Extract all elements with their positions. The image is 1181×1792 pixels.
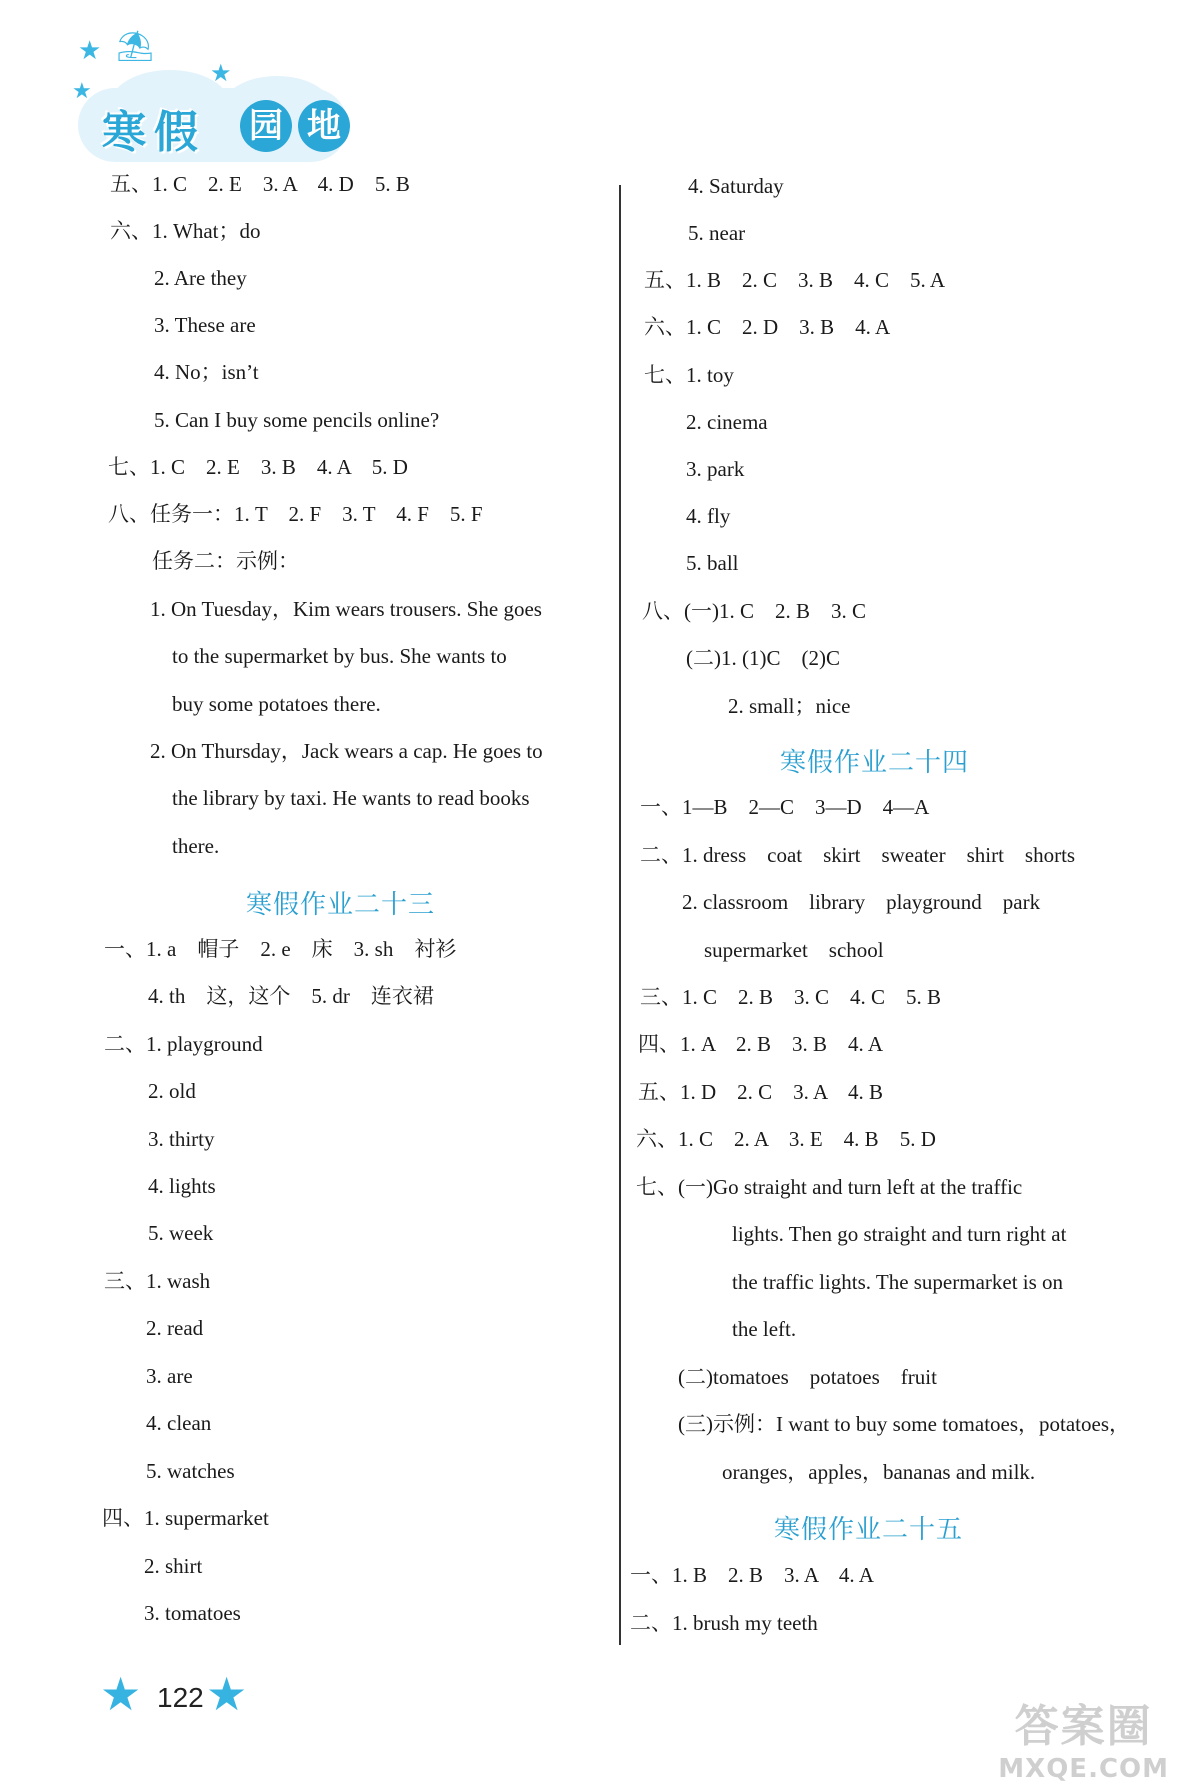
- answer-line: 2. Are they: [154, 266, 247, 290]
- answer-line: (二)tomatoes potatoes fruit: [678, 1365, 937, 1389]
- star-icon: ★: [210, 61, 232, 87]
- answer-line: 5. Can I buy some pencils online?: [154, 408, 440, 432]
- answer-line: lights. Then go straight and turn right at: [732, 1222, 1067, 1246]
- answer-line: buy some potatoes there.: [172, 692, 381, 716]
- answer-line: the library by taxi. He wants to read books: [172, 786, 530, 810]
- answer-line: 5. week: [148, 1221, 214, 1245]
- answer-line: to the supermarket by bus. She wants to: [172, 644, 507, 668]
- answer-line: 一、1. a 帽子 2. e 床 3. sh 衬衫: [104, 937, 457, 961]
- answer-line: 一、1. B 2. B 3. A 4. A: [630, 1563, 874, 1587]
- answer-line: 二、1. dress coat skirt sweater shirt shorts: [640, 843, 1076, 867]
- answer-line: 2. old: [148, 1079, 196, 1103]
- answer-line: 2. cinema: [686, 410, 768, 434]
- answer-line: 5. ball: [686, 551, 739, 575]
- answer-line: 八、任务一：1. T 2. F 3. T 4. F 5. F: [108, 502, 483, 526]
- header-char-circle: 园: [240, 100, 292, 152]
- mushroom-icon: ⛱: [116, 30, 155, 63]
- answer-line: 二、1. playground: [104, 1032, 263, 1056]
- answer-line: 六、1. C 2. D 3. B 4. A: [644, 315, 891, 339]
- section-title: 寒假作业二十四: [780, 748, 970, 778]
- answer-line: 五、1. B 2. C 3. B 4. C 5. A: [644, 268, 946, 292]
- answer-line: 2. shirt: [144, 1554, 203, 1578]
- answer-line: 4. No；isn’t: [154, 360, 259, 384]
- answer-line: 二、1. brush my teeth: [630, 1611, 818, 1635]
- answer-line: 4. th 这，这个 5. dr 连衣裙: [148, 984, 434, 1008]
- answer-line: 5. watches: [146, 1459, 235, 1483]
- answer-line: 4. Saturday: [688, 174, 784, 198]
- header-char: 寒: [102, 107, 146, 158]
- answer-line: 3. park: [686, 457, 745, 481]
- answer-line: 5. near: [688, 221, 746, 245]
- answer-line: 六、1. C 2. A 3. E 4. B 5. D: [636, 1127, 936, 1151]
- star-icon: ★: [100, 1669, 142, 1720]
- answer-line: 八、(一)1. C 2. B 3. C: [642, 599, 867, 623]
- answer-line: 五、1. D 2. C 3. A 4. B: [638, 1080, 884, 1104]
- column-divider: [619, 185, 621, 1645]
- star-icon: ★: [78, 36, 102, 65]
- answer-line: the left.: [732, 1317, 797, 1341]
- answer-line: 3. tomatoes: [144, 1601, 241, 1625]
- watermark-logo-text: 答案圈: [1014, 1701, 1153, 1752]
- star-icon: ★: [206, 1669, 248, 1720]
- answer-line: (三)示例：I want to buy some tomatoes，potatoes，: [678, 1412, 1131, 1436]
- answer-line: 任务二：示例：: [152, 549, 299, 573]
- answer-line: 3. thirty: [148, 1127, 215, 1151]
- answer-line: 七、1. C 2. E 3. B 4. A 5. D: [108, 455, 408, 479]
- answer-line: supermarket school: [704, 938, 884, 962]
- watermark: [998, 1690, 1169, 1784]
- answer-line: 4. clean: [146, 1411, 212, 1435]
- answer-line: 七、(一)Go straight and turn left at the traffic: [636, 1175, 1023, 1199]
- answer-line: 2. small；nice: [728, 694, 851, 718]
- answer-line: 一、1—B 2—C 3—D 4—A: [640, 795, 930, 819]
- answer-line: 六、1. What；do: [110, 219, 261, 243]
- answer-line: 五、1. C 2. E 3. A 4. D 5. B: [110, 172, 410, 196]
- section-title: 寒假作业二十三: [246, 890, 436, 920]
- answer-line: there.: [172, 834, 220, 858]
- answer-line: 2. On Thursday，Jack wears a cap. He goes to: [150, 739, 543, 763]
- answer-line: 3. These are: [154, 313, 256, 337]
- answer-line: 四、1. supermarket: [102, 1506, 269, 1530]
- answer-line: 2. classroom library playground park: [682, 890, 1041, 914]
- page-number: 122: [157, 1682, 204, 1713]
- answer-line: the traffic lights. The supermarket is on: [732, 1270, 1064, 1294]
- answer-line: 2. read: [146, 1316, 204, 1340]
- answer-line: (二)1. (1)C (2)C: [686, 646, 840, 670]
- answer-line: 三、1. wash: [104, 1269, 211, 1293]
- star-icon: ★: [72, 78, 92, 103]
- page-header-logo: [72, 30, 372, 170]
- answer-line: 1. On Tuesday，Kim wears trousers. She goes: [150, 597, 542, 621]
- section-title: 寒假作业二十五: [774, 1515, 964, 1545]
- answer-line: 四、1. A 2. B 3. B 4. A: [638, 1032, 884, 1056]
- answer-line: 4. lights: [148, 1174, 216, 1198]
- answer-line: 三、1. C 2. B 3. C 4. C 5. B: [640, 985, 942, 1009]
- answer-line: 4. fly: [686, 504, 731, 528]
- header-char-circle: 地: [298, 100, 350, 152]
- answer-line: 3. are: [146, 1364, 193, 1388]
- header-char: 假: [154, 107, 198, 158]
- watermark-url: MXQE.COM: [998, 1754, 1169, 1784]
- answer-line: 七、1. toy: [644, 363, 734, 387]
- answer-line: oranges，apples，bananas and milk.: [722, 1460, 1036, 1484]
